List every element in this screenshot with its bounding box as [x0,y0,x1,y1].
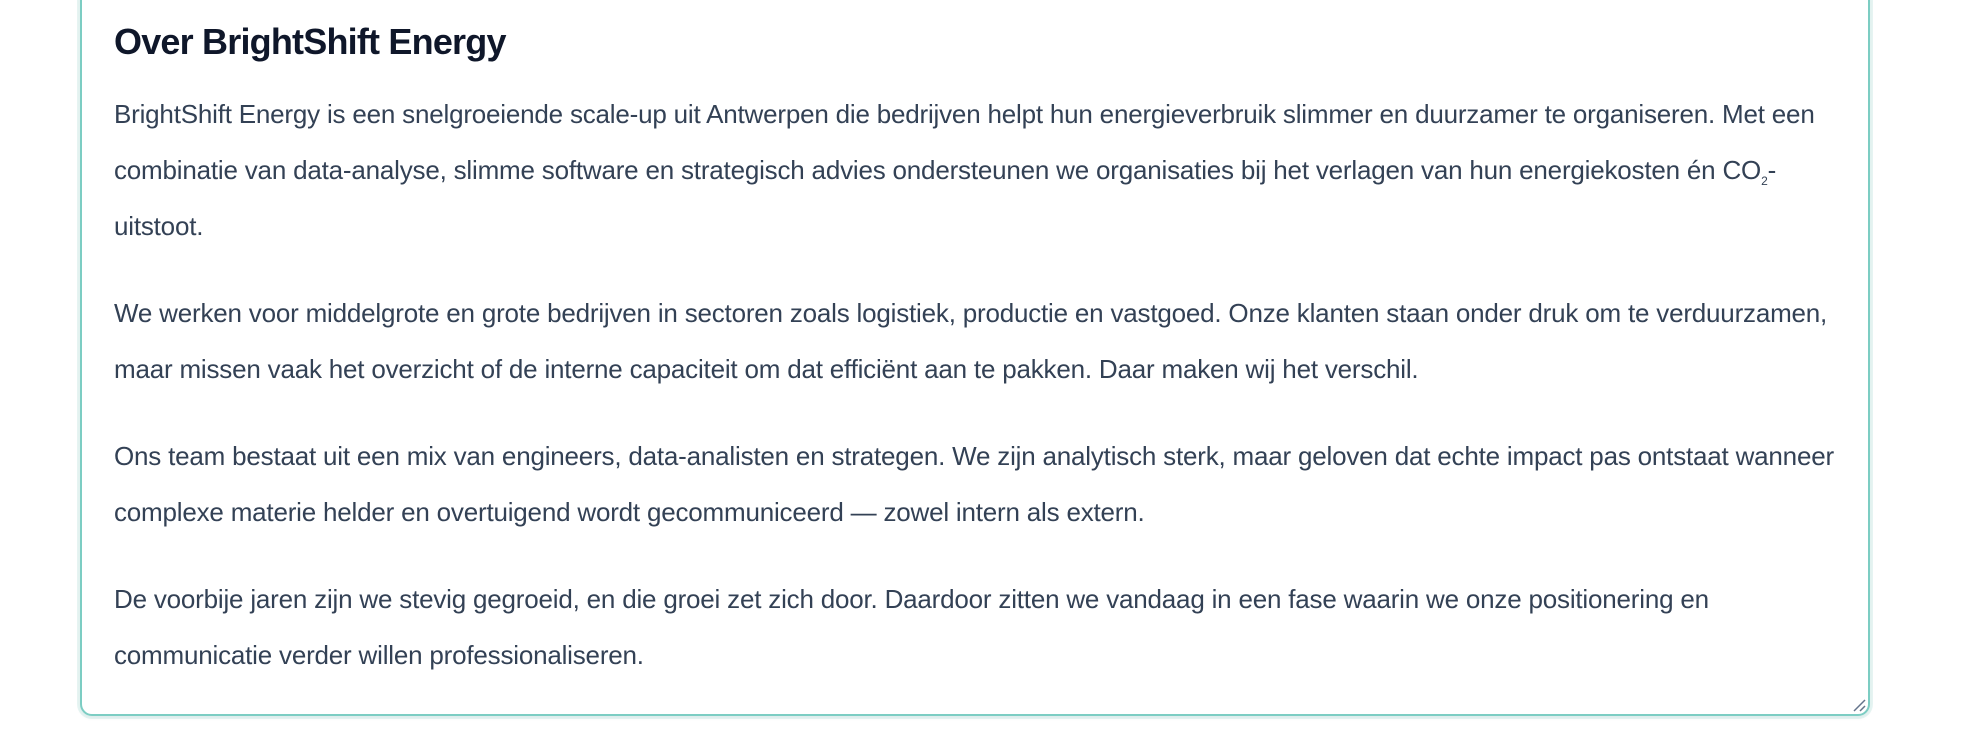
paragraph-intro-text: BrightShift Energy is een snelgroeiende scale-up uit Antwerpen die bedrijven helpt hun energieverbruik slimmer en duurzamer te organiseren. Met een combinatie van data-analyse, slimme software en strategisch advies ondersteunen we organisaties bij het verlagen van hun energiekosten én CO [114,98,1815,185]
editor-content[interactable] [114,22,1854,714]
paragraph-clients: We werken voor middelgrote en grote bedrijven in sectoren zoals logistiek, productie en vastgoed. Onze klanten staan onder druk om te verduurzamen, maar missen vaak het overzicht of de interne capaciteit om dat efficiënt aan te pakken. Daar maken wij het verschil. [114,297,1828,384]
text-editor[interactable] [80,0,1870,716]
paragraph-team: Ons team bestaat uit een mix van engineers, data-analisten en strategen. We zijn analytisch sterk, maar geloven dat echte impact pas ontstaat wanneer complexe materie helder en overtuigend wordt gecommuniceerd — zowel intern als extern. [114,440,1834,527]
resize-handle-icon[interactable] [1850,696,1866,712]
co2-subscript: 2 [1761,173,1768,188]
paragraph-intro [114,86,1854,254]
paragraph-intro-end: -uitstoot. [114,154,1777,241]
paragraph-growth: De voorbije jaren zijn we stevig gegroeid, en die groei zet zich door. Daardoor zitten we vandaag in een fase waarin we onze positionering en communicatie verder willen professionaliseren. [114,583,1709,670]
section-heading: Over BrightShift Energy [114,21,506,62]
